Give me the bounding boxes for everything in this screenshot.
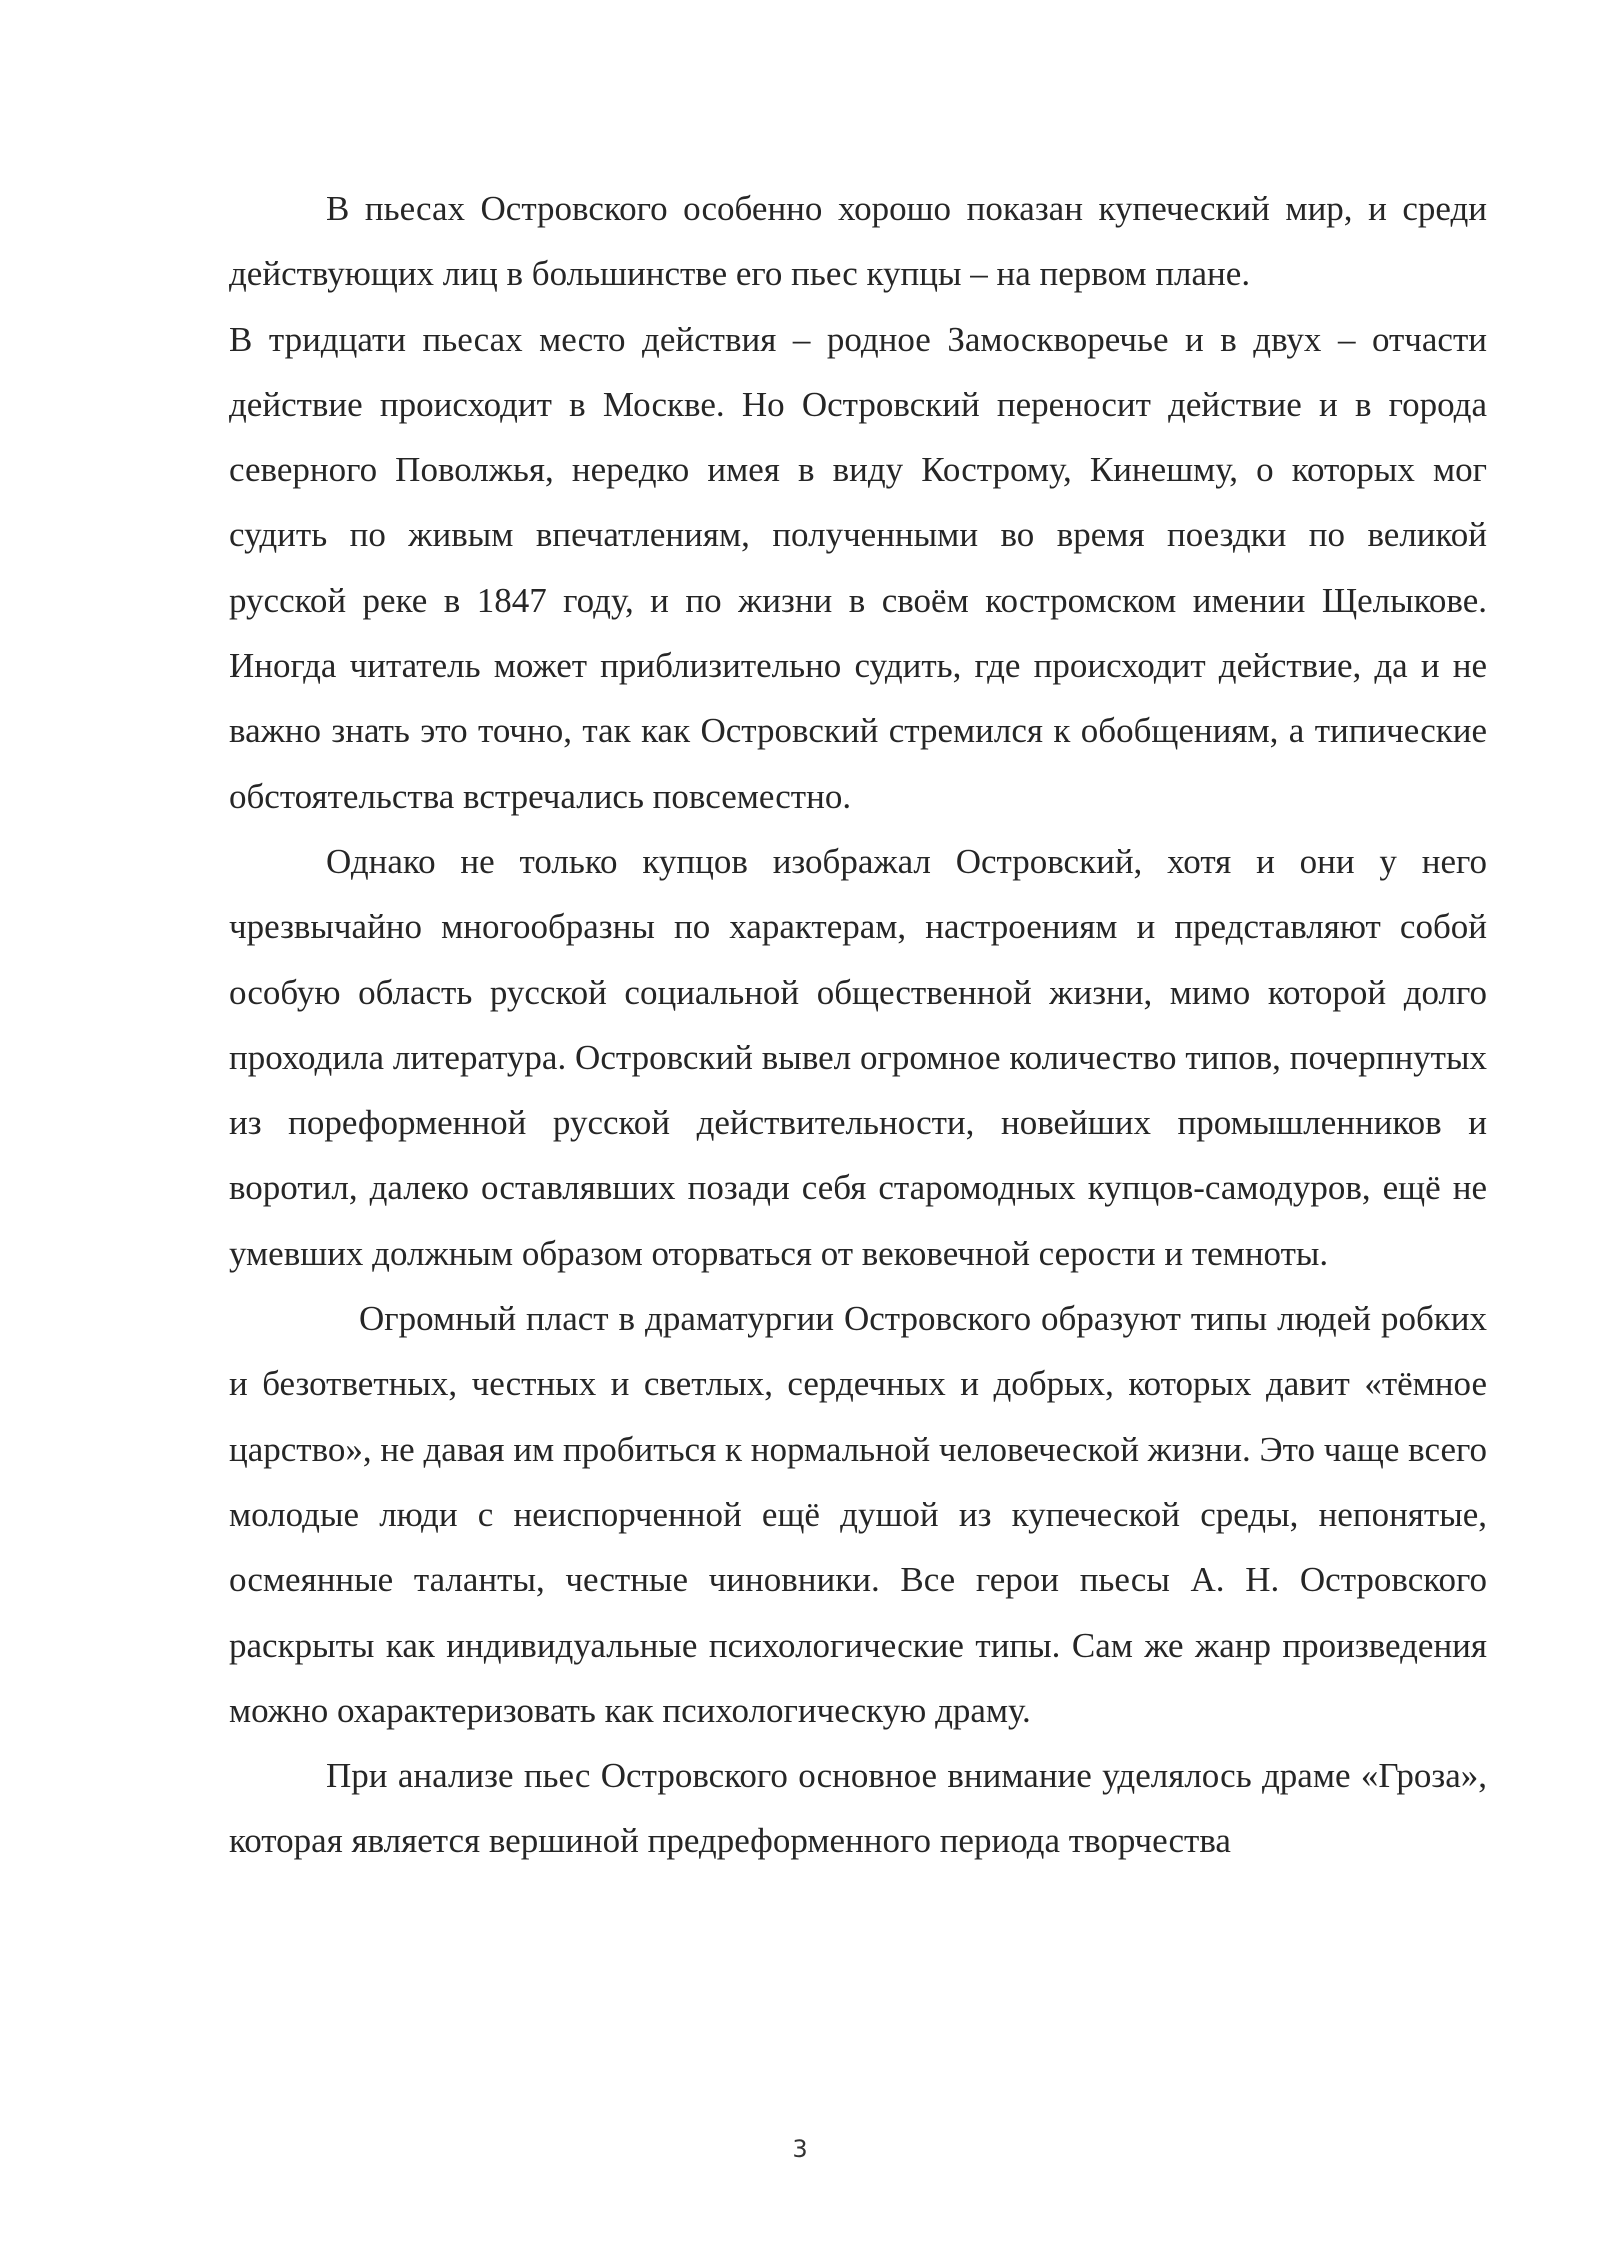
paragraph-groza: При анализе пьес Островского основное внимание уделялось драме «Гроза», которая является вершиной предреформенного периода творчества: [229, 1756, 1487, 1861]
paragraph-merchant-types: Однако не только купцов изображал Островский, хотя и они у него чрезвычайно многообразны по характерам, настроениям и представляют собой особую область русской социальной общественной жизни, мимо которой долго проходила литература. Островский вывел огромное количество типов, почерпнутых из пореформенной русской действительности, новейших промышленников и воротил, далеко оставлявших позади себя старомодных купцов-самодуров, ещё не умевших должным образом оторваться от вековечной серости и темноты.: [229, 841, 1487, 1273]
paragraph-timid-people: Огромный пласт в драматургии Островского образуют типы людей робких и безответных, честных и светлых, сердечных и добрых, которых давит «тёмное царство», не давая им пробиться к нормальной человеческой жизни. Это чаще всего молодые люди с неиспорченной ещё душой из купеческой среды, непонятые, осмеянные таланты, честные чиновники. Все герои пьесы А. Н. Островского раскрыты как индивидуальные психологические типы. Сам же жанр произведения можно охарактеризовать как психологическую драму.: [229, 1299, 1487, 1730]
paragraph-merchant-world: В пьесах Островского особенно хорошо показан купеческий мир, и среди действующих лиц в большинстве его пьес купцы – на первом плане.: [229, 189, 1487, 294]
body-text: [229, 176, 1487, 1874]
paragraph-setting: В тридцати пьесах место действия – родное Замоскворечье и в двух – отчасти действие происходит в Москве. Но Островский переносит действие и в города северного Поволжья, нередко имея в виду Кострому, Кинешму, о которых мог судить по живым впечатлениям, полученными во время поездки по великой русской реке в 1847 году, и по жизни в своём костромском имении Щелыкове. Иногда читатель может приблизительно судить, где происходит действие, да и не важно знать это точно, так как Островский стремился к обобщениям, а типические обстоятельства встречались повсеместно.: [229, 319, 1487, 816]
page-number: 3: [792, 2135, 808, 2163]
